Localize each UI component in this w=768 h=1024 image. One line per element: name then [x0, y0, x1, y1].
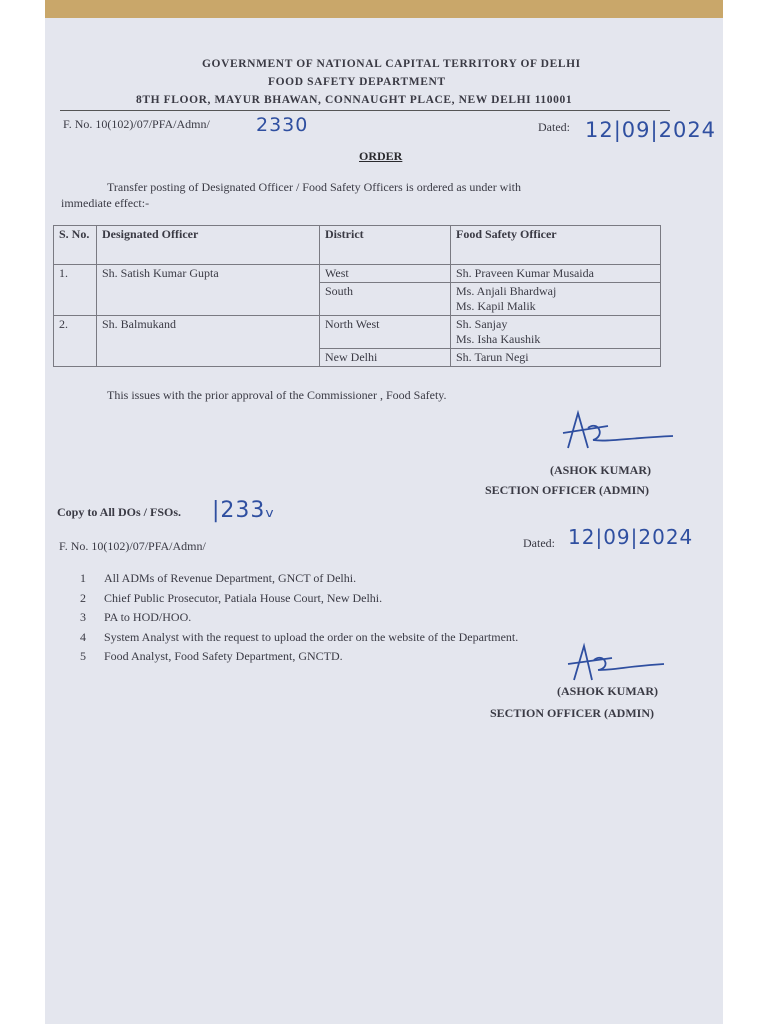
handwritten-number: 2330: [256, 114, 309, 136]
signature-1: [548, 408, 676, 456]
intro-line-1: Transfer posting of Designated Officer / Food Safety Officers is ordered as under with: [107, 180, 522, 194]
list-item: 3 PA to HOD/HOO.: [80, 610, 192, 624]
fso-name: Ms. Anjali Bhardwaj: [456, 284, 557, 298]
fso-name: Sh. Praveen Kumar Musaida: [456, 266, 594, 280]
signatory-name-1: (ASHOK KUMAR): [550, 463, 651, 477]
header-rule: [60, 110, 670, 111]
order-title: ORDER: [359, 149, 403, 163]
signatory-name-2: (ASHOK KUMAR): [557, 684, 658, 698]
handwritten-date: 12|09|2024: [585, 118, 717, 142]
cell-district: North West: [320, 316, 451, 349]
cell-officer: Sh. Satish Kumar Gupta: [97, 265, 320, 283]
cell-officer: Sh. Balmukand: [97, 316, 320, 349]
col-designated-officer: Designated Officer: [97, 226, 320, 265]
col-sno: S. No.: [54, 226, 97, 265]
fso-name: Sh. Tarun Negi: [456, 350, 529, 364]
copy-handwritten-date: 12|09|2024: [568, 525, 694, 549]
cell-district: New Delhi: [320, 349, 451, 367]
copy-dated-label: Dated:: [523, 536, 555, 550]
header-line-2: FOOD SAFETY DEPARTMENT: [268, 76, 446, 88]
header-line-1: GOVERNMENT OF NATIONAL CAPITAL TERRITORY OF DELHI: [202, 58, 581, 70]
cell-fso: [451, 265, 661, 283]
approval-text: This issues with the prior approval of the Commissioner , Food Safety.: [107, 388, 447, 402]
table-row: [54, 265, 661, 283]
cell-fso: [451, 316, 661, 349]
copy-to-label: Copy to All DOs / FSOs.: [57, 505, 182, 519]
cell-sno: 1.: [54, 265, 97, 283]
list-item: 1 All ADMs of Revenue Department, GNCT of Delhi.: [80, 571, 357, 585]
cell-district: South: [320, 283, 451, 316]
copy-file-number: F. No. 10(102)/07/PFA/Admn/: [59, 539, 206, 553]
col-fso: Food Safety Officer: [451, 226, 661, 265]
signatory-title-2: SECTION OFFICER (ADMIN): [490, 706, 655, 720]
cell-district: West: [320, 265, 451, 283]
table-row: [54, 283, 661, 316]
list-item: 5 Food Analyst, Food Safety Department, GNCTD.: [80, 649, 343, 663]
fso-name: Sh. Sanjay: [456, 317, 508, 331]
cell-fso: [451, 349, 661, 367]
cell-fso: [451, 283, 661, 316]
transfer-table: [53, 225, 661, 367]
fso-name: Ms. Isha Kaushik: [456, 332, 541, 346]
table-row: [54, 316, 661, 349]
cell-sno: 2.: [54, 316, 97, 349]
list-item: 4 System Analyst with the request to upload the order on the website of the Department.: [80, 629, 519, 644]
distribution-list: [80, 569, 518, 667]
fso-name: Ms. Kapil Malik: [456, 299, 536, 313]
background-surface: [45, 0, 723, 20]
dated-label: Dated:: [538, 120, 570, 134]
intro-line-2: immediate effect:-: [61, 196, 150, 210]
signature-2: [560, 640, 670, 686]
col-district: District: [320, 226, 451, 265]
header-line-3: 8TH FLOOR, MAYUR BHAWAN, CONNAUGHT PLACE, NEW DELHI 110001: [136, 94, 573, 106]
document-page: [45, 18, 723, 1024]
table-row: [54, 349, 661, 367]
table-header-row: [54, 226, 661, 265]
signatory-title-1: SECTION OFFICER (ADMIN): [485, 483, 650, 497]
copy-handwritten-number: |233ᵥ: [212, 498, 276, 523]
file-number: F. No. 10(102)/07/PFA/Admn/: [63, 117, 210, 131]
list-item: 2 Chief Public Prosecutor, Patiala House Court, New Delhi.: [80, 590, 383, 605]
